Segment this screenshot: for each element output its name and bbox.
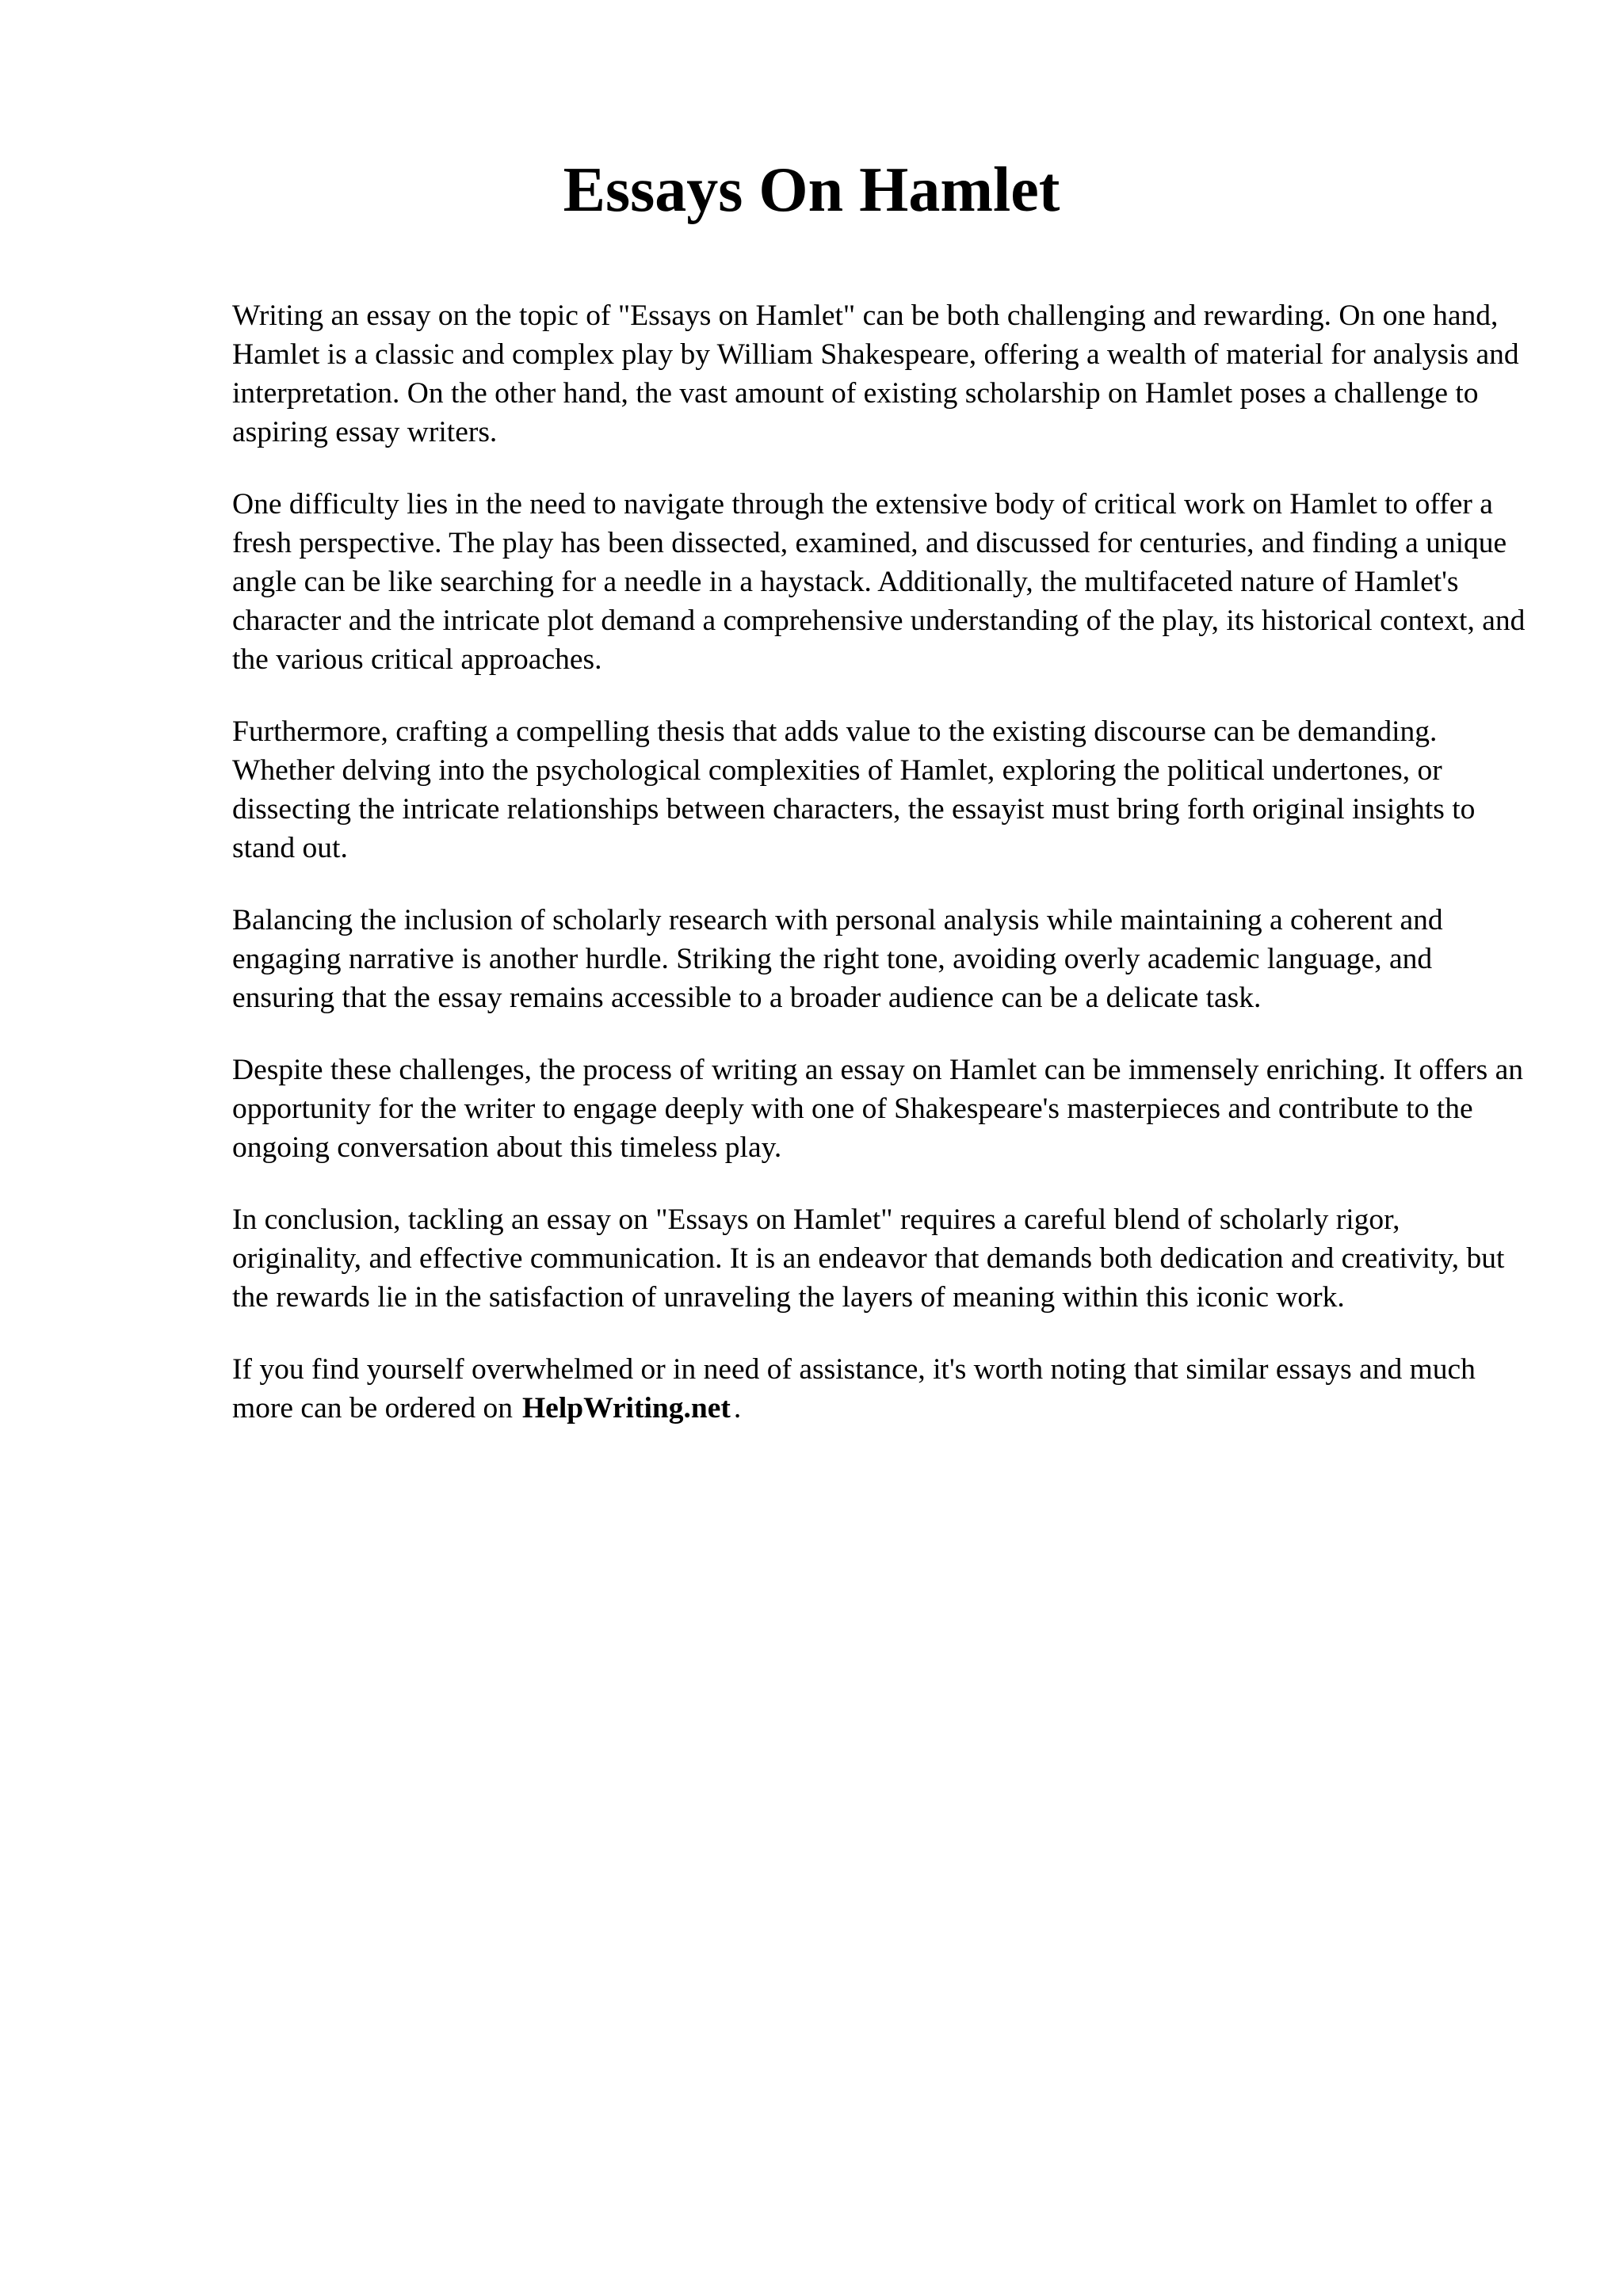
paragraph-2: One difficulty lies in the need to navigate through the extensive body of critical work on Hamlet to offer a fresh perspective. The play has been dissected, examined, and discussed for centuries, and finding a unique angle can be like searching for a needle in a haystack. Additionally, the multifaceted nature of Hamlet's character and the intricate plot demand a comprehensive understanding of the play, its historical context, and the various critical approaches. bbox=[232, 488, 1526, 676]
closing-paragraph bbox=[232, 1350, 1532, 1428]
paragraph-1: Writing an essay on the topic of "Essays on Hamlet" can be both challenging and rewarding. On one hand, Hamlet is a classic and complex play by William Shakespeare, offering a wealth of material for analysis and interpretation. On the other hand, the vast amount of existing scholarship on Hamlet poses a challenge to aspiring essay writers. bbox=[232, 299, 1519, 448]
helpwriting-link[interactable]: HelpWriting.net bbox=[522, 1392, 731, 1425]
closing-text: If you find yourself overwhelmed or in need of assistance, it's worth noting that similar essays and much more can be ordered on bbox=[232, 1353, 1476, 1425]
paragraph-6: In conclusion, tackling an essay on "Essays on Hamlet" requires a careful blend of scholarly rigor, originality, and effective communication. It is an endeavor that demands both dedication and creativity, but the rewards lie in the satisfaction of unraveling the layers of meaning within this iconic work. bbox=[232, 1203, 1505, 1314]
closing-period: . bbox=[733, 1392, 742, 1425]
paragraph-5: Despite these challenges, the process of writing an essay on Hamlet can be immensely enriching. It offers an opportunity for the writer to engage deeply with one of Shakespeare's masterpieces and contribute to the ongoing conversation about this timeless play. bbox=[232, 1054, 1523, 1164]
paragraph-3: Furthermore, crafting a compelling thesis that adds value to the existing discourse can be demanding. Whether delving into the psychological complexities of Hamlet, exploring the political undertones, or dissecting the intricate relationships between characters, the essayist must bring forth original insights to stand out. bbox=[232, 715, 1476, 864]
paragraph-4: Balancing the inclusion of scholarly research with personal analysis while maintaining a coherent and engaging narrative is another hurdle. Striking the right tone, avoiding overly academic language, and ensuring that the essay remains accessible to a broader audience can be a delicate task. bbox=[232, 904, 1443, 1014]
document-body bbox=[232, 296, 1532, 1461]
document-title: Essays On Hamlet bbox=[563, 155, 1060, 225]
